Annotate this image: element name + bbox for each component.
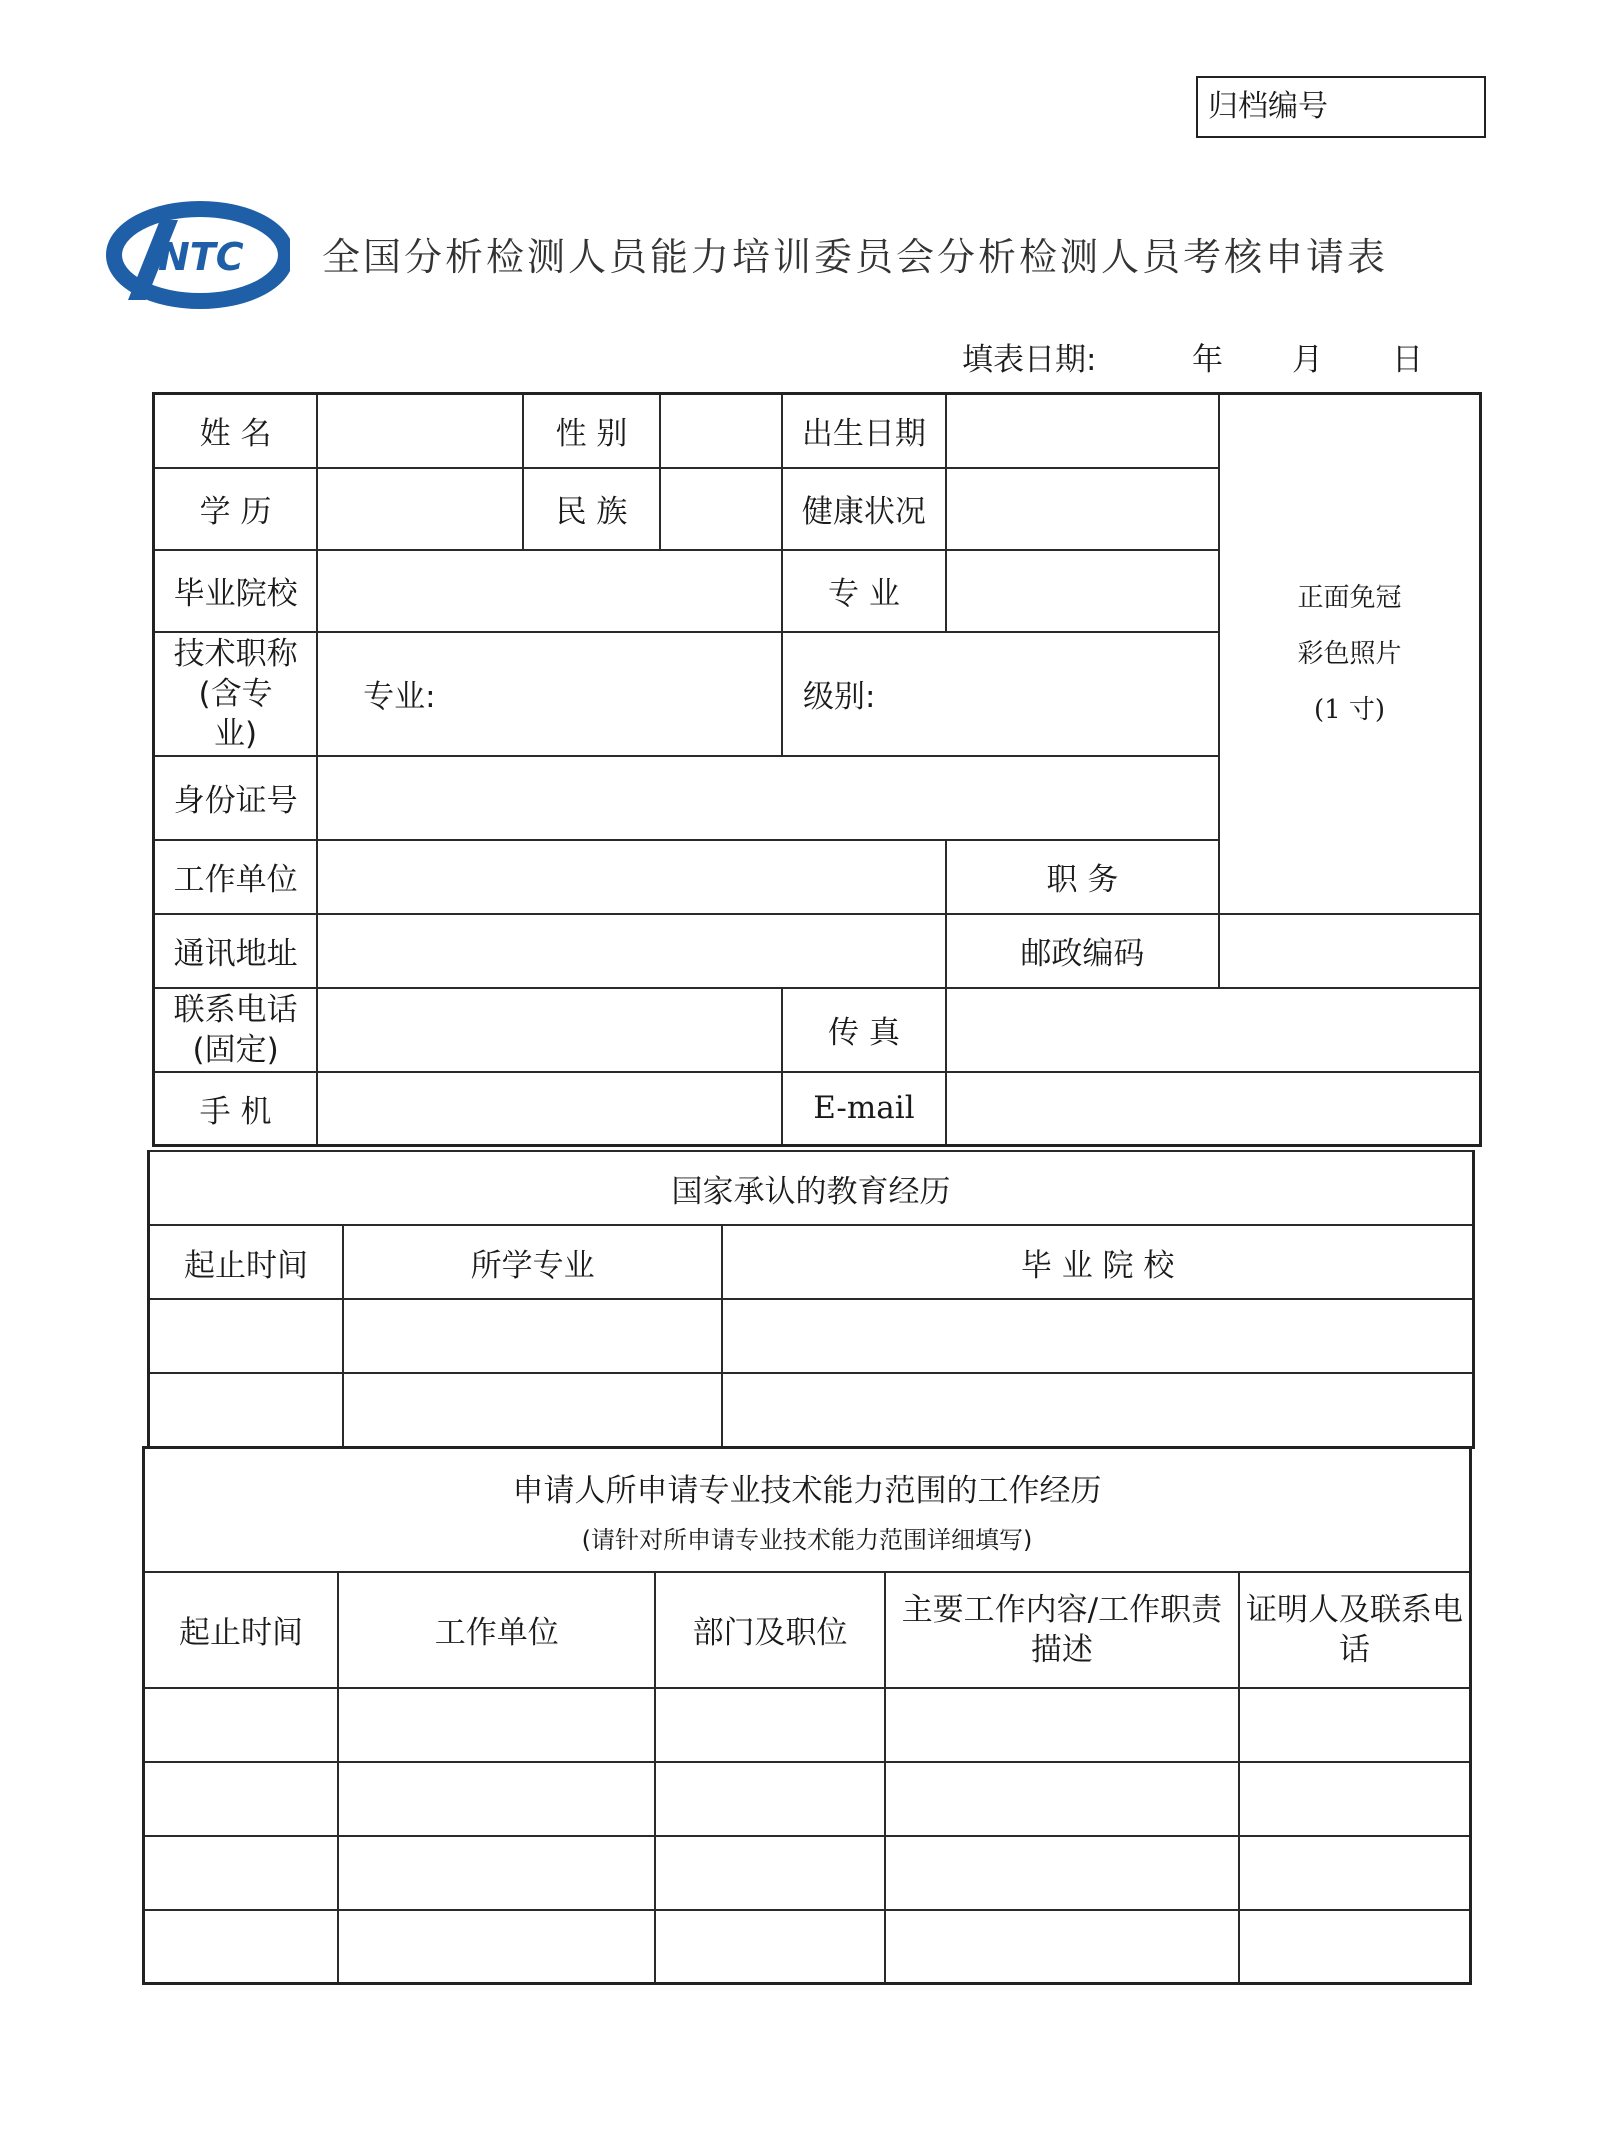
work-row-2-duties[interactable]: [885, 1762, 1239, 1836]
work-row-1-employer[interactable]: [338, 1688, 655, 1762]
ntc-logo: [100, 200, 290, 310]
label-birth-date: 出生日期: [782, 394, 946, 468]
education-header-period: 起止时间: [149, 1225, 344, 1299]
work-row-3-department[interactable]: [655, 1836, 884, 1910]
work-row-4-employer[interactable]: [338, 1910, 655, 1984]
fill-date-day: 日: [1392, 342, 1423, 378]
field-employer[interactable]: [317, 840, 946, 914]
label-education: 学 历: [154, 468, 318, 550]
photo-line-3: (1 寸): [1313, 694, 1386, 725]
field-email[interactable]: [946, 1072, 1481, 1146]
work-header-period: 起止时间: [144, 1572, 339, 1688]
photo-line-2: 彩色照片: [1297, 638, 1402, 669]
label-fax: 传 真: [782, 988, 946, 1072]
work-row-4-period[interactable]: [144, 1910, 339, 1984]
field-title-major[interactable]: [317, 632, 782, 756]
label-email: E-mail: [782, 1072, 946, 1146]
title-level-label: 级别:: [803, 679, 876, 715]
work-row-1-period[interactable]: [144, 1688, 339, 1762]
field-ethnicity[interactable]: [660, 468, 782, 550]
label-mobile: 手 机: [154, 1072, 318, 1146]
work-row-3-period[interactable]: [144, 1836, 339, 1910]
work-header-reference: 证明人及联系电话: [1239, 1572, 1471, 1688]
fill-date-month: 月: [1292, 342, 1323, 378]
label-position: 职 务: [946, 840, 1219, 914]
work-row-2-department[interactable]: [655, 1762, 884, 1836]
personal-info-table: [152, 392, 1482, 1147]
field-birth-date[interactable]: [946, 394, 1219, 468]
field-id-number[interactable]: [317, 756, 1219, 840]
label-id-number: 身份证号: [154, 756, 318, 840]
label-major: 专 业: [782, 550, 946, 632]
label-technical-title: [154, 632, 318, 756]
work-section-header: [144, 1448, 1471, 1572]
label-employer: 工作单位: [154, 840, 318, 914]
work-row-3-employer[interactable]: [338, 1836, 655, 1910]
field-address[interactable]: [317, 914, 946, 988]
label-gender: 性 别: [523, 394, 661, 468]
work-row-2-period[interactable]: [144, 1762, 339, 1836]
work-row-2-reference[interactable]: [1239, 1762, 1471, 1836]
phone-line-1: 联系电话: [173, 991, 298, 1028]
work-row-1-duties[interactable]: [885, 1688, 1239, 1762]
work-row-1-department[interactable]: [655, 1688, 884, 1762]
education-row-2-major[interactable]: [343, 1373, 722, 1447]
work-row-4-department[interactable]: [655, 1910, 884, 1984]
phone-line-2: (固定): [192, 1031, 279, 1068]
technical-title-line-1: 技术职称: [173, 635, 298, 672]
field-fax[interactable]: [946, 988, 1481, 1072]
work-header-duties: 主要工作内容/工作职责描述: [885, 1572, 1239, 1688]
page-title: 全国分析检测人员能力培训委员会分析检测人员考核申请表: [322, 235, 1389, 279]
field-postcode[interactable]: [1219, 914, 1480, 988]
fill-date-year: 年: [1192, 342, 1223, 378]
fill-date-label: 填表日期:: [962, 342, 1097, 378]
field-education[interactable]: [317, 468, 522, 550]
field-health[interactable]: [946, 468, 1219, 550]
work-row-3-duties[interactable]: [885, 1836, 1239, 1910]
technical-title-line-2: (含专: [198, 675, 273, 712]
label-ethnicity: 民 族: [523, 468, 661, 550]
education-section-title: 国家承认的教育经历: [149, 1151, 1474, 1225]
field-phone[interactable]: [317, 988, 782, 1072]
work-row-1-reference[interactable]: [1239, 1688, 1471, 1762]
education-table: [147, 1150, 1475, 1449]
work-experience-table: [142, 1446, 1472, 1985]
education-row-1-school[interactable]: [722, 1299, 1473, 1373]
work-header-employer: 工作单位: [338, 1572, 655, 1688]
education-row-1-major[interactable]: [343, 1299, 722, 1373]
work-row-4-reference[interactable]: [1239, 1910, 1471, 1984]
education-row-2-period[interactable]: [149, 1373, 344, 1447]
technical-title-line-3: 业): [214, 715, 258, 752]
field-name[interactable]: [317, 394, 522, 468]
education-row-1-period[interactable]: [149, 1299, 344, 1373]
label-address: 通讯地址: [154, 914, 318, 988]
archive-number-box[interactable]: [1196, 76, 1486, 138]
logo-text: NTC: [158, 235, 244, 279]
archive-number-label: 归档编号: [1208, 89, 1328, 124]
work-row-3-reference[interactable]: [1239, 1836, 1471, 1910]
label-school: 毕业院校: [154, 550, 318, 632]
photo-line-1: 正面免冠: [1297, 582, 1402, 613]
education-row-2-school[interactable]: [722, 1373, 1473, 1447]
label-phone: [154, 988, 318, 1072]
education-header-school: 毕 业 院 校: [722, 1225, 1473, 1299]
work-section-title: 申请人所申请专业技术能力范围的工作经历: [512, 1472, 1102, 1509]
field-title-level[interactable]: [782, 632, 1219, 756]
work-section-note: (请针对所申请专业技术能力范围详细填写): [581, 1525, 1033, 1554]
work-row-2-employer[interactable]: [338, 1762, 655, 1836]
field-school[interactable]: [317, 550, 782, 632]
label-postcode: 邮政编码: [946, 914, 1219, 988]
field-mobile[interactable]: [317, 1072, 782, 1146]
work-header-department: 部门及职位: [655, 1572, 884, 1688]
field-gender[interactable]: [660, 394, 782, 468]
work-row-4-duties[interactable]: [885, 1910, 1239, 1984]
education-header-major: 所学专业: [343, 1225, 722, 1299]
title-major-label: 专业:: [363, 679, 436, 715]
field-major[interactable]: [946, 550, 1219, 632]
label-name: 姓 名: [154, 394, 318, 468]
label-health: 健康状况: [782, 468, 946, 550]
photo-area[interactable]: [1219, 394, 1480, 914]
